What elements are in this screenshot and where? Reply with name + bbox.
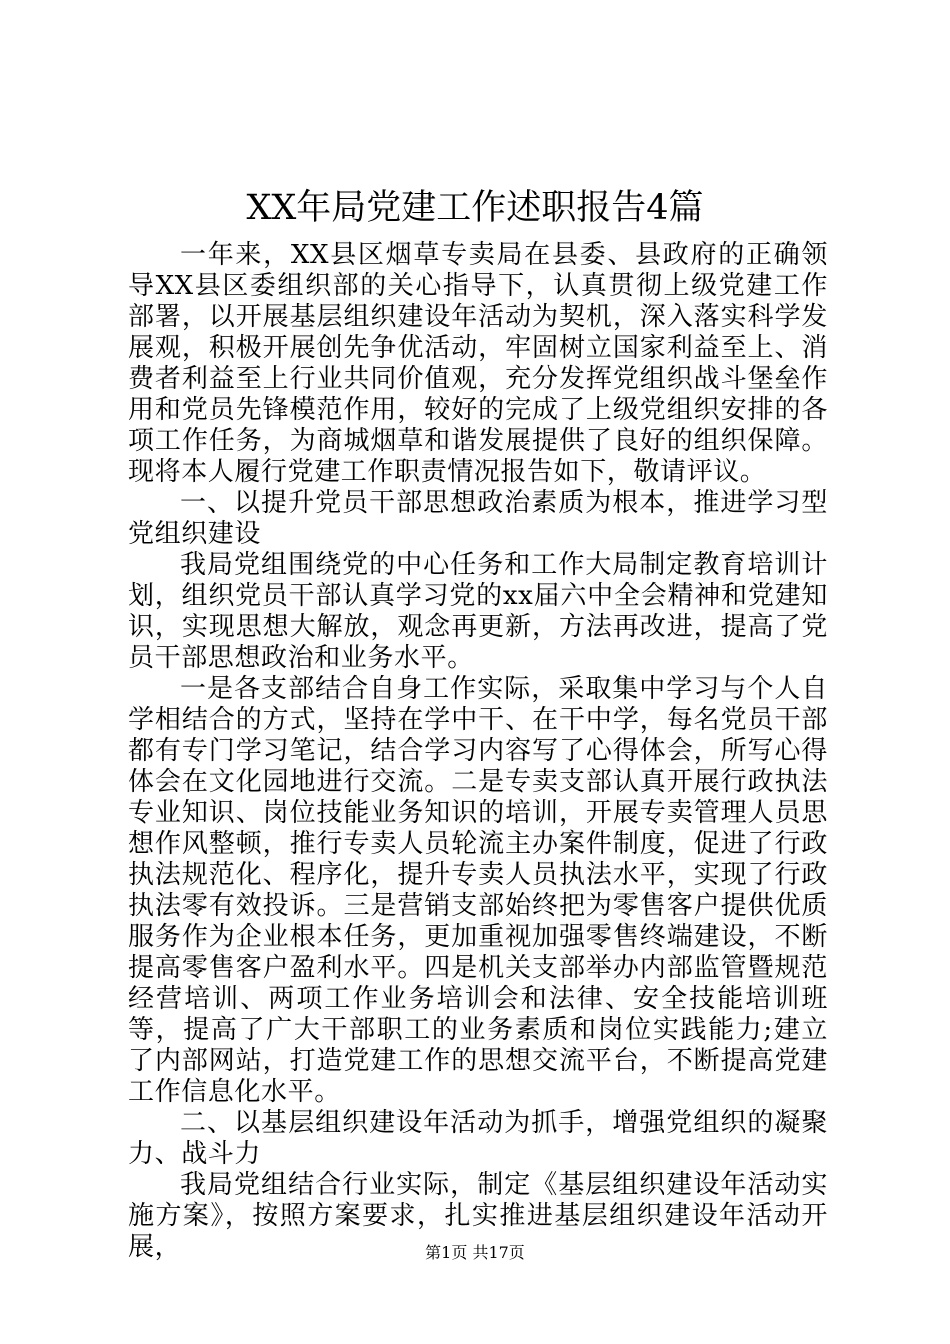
paragraph-intro: 一年来，XX县区烟草专卖局在县委、县政府的正确领导XX县区委组织部的关心指导下，认真贯彻上级党建工作部署，以开展基层组织建设年活动为契机，深入落实科学发展观，积极开展创先争优活动，牢固树立国家利益至上、消费者利益至上行业共同价值观，充分发挥党组织战斗堡垒作用和党员先锋模范作用，较好的完成了上级党组织安排的各项工作任务，为商城烟草和谐发展提供了良好的组织保障。现将本人履行党建工作职责情况报告如下，敬请评议。 bbox=[128, 240, 828, 487]
page-number-footer: 第1页 共17页 bbox=[425, 1243, 525, 1262]
section-heading-1: 一、以提升党员干部思想政治素质为根本，推进学习型党组织建设 bbox=[128, 488, 828, 549]
paragraph-study-plan: 我局党组围绕党的中心任务和工作大局制定教育培训计划，组织党员干部认真学习党的xx届六中全会精神和党建知识，实现思想大解放，观念再更新，方法再改进，提高了党员干部思想政治和业务水平。 bbox=[128, 550, 828, 673]
paragraph-organization-plan: 我局党组结合行业实际，制定《基层组织建设年活动实施方案》，按照方案要求，扎实推进基层组织建设年活动开展， bbox=[128, 1170, 828, 1262]
paragraph-branch-work: 一是各支部结合自身工作实际，采取集中学习与个人自学相结合的方式，坚持在学中干、在干中学，每名党员干部都有专门学习笔记，结合学习内容写了心得体会，所写心得体会在文化园地进行交流。二是专卖支部认真开展行政执法专业知识、岗位技能业务知识的培训，开展专卖管理人员思想作风整顿，推行专卖人员轮流主办案件制度，促进了行政执法规范化、程序化，提升专卖人员执法水平，实现了行政执法零有效投诉。三是营销支部始终把为零售客户提供优质服务作为企业根本任务，更加重视加强零售终端建设，不断提高零售客户盈利水平。四是机关支部举办内部监管暨规范经营培训、两项工作业务培训会和法律、安全技能培训班等，提高了广大干部职工的业务素质和岗位实践能力;建立了内部网站，打造党建工作的思想交流平台，不断提高党建工作信息化水平。 bbox=[128, 674, 828, 1107]
document-body bbox=[128, 240, 828, 1263]
section-heading-2: 二、以基层组织建设年活动为抓手，增强党组织的凝聚力、战斗力 bbox=[128, 1108, 828, 1169]
document-title: XX年局党建工作述职报告4篇 bbox=[246, 188, 704, 228]
